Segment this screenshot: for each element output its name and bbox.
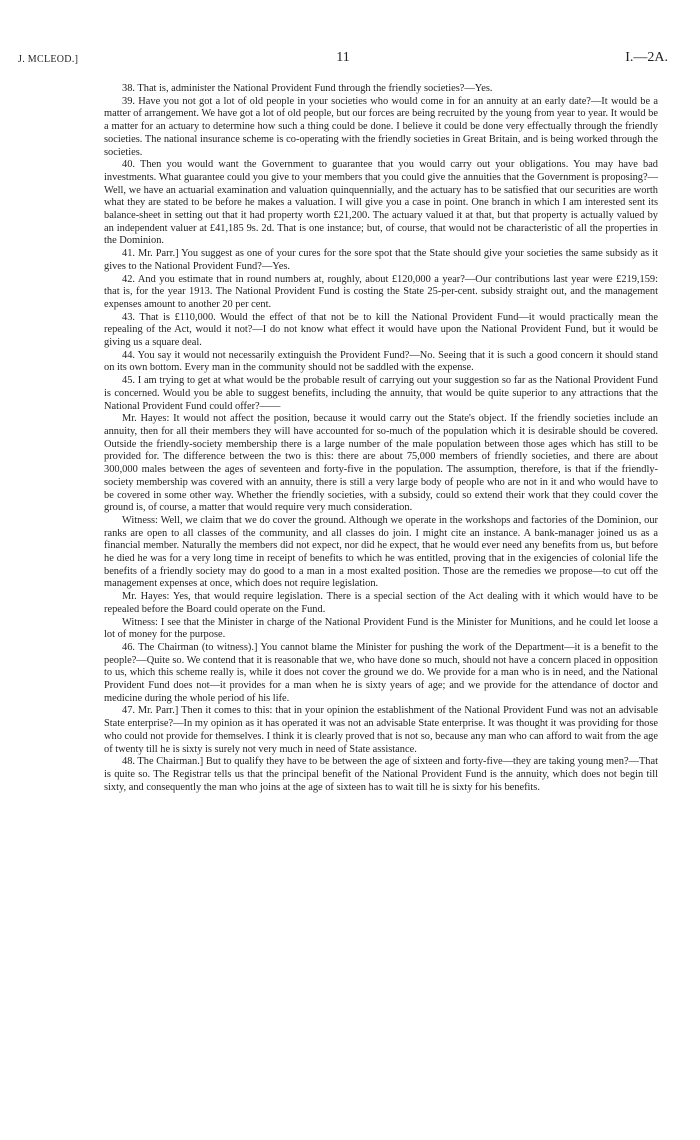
paragraph-hayes-2: Mr. Hayes: Yes, that would require legislation. There is a special section of the Act dealing with it which would have to be repealed before the Board could operate on the Fund. xyxy=(104,591,658,615)
document-reference: I.—2A. xyxy=(625,50,668,65)
paragraph-39: 39. Have you not got a lot of old people in your societies who would come in for an annuity at an early date?—It would be a matter of arrangement. We have got a lot of old people, but our forces are being recruited by the young from year to year. It would be a matter for an actuary to determine how such a thing could be done. I believe it could be done very effectually through the friendly societies. The national insurance scheme is co-operating with the friendly societies in Great Britain, and is being worked through the societies. xyxy=(104,95,658,158)
paragraph-witness-2: Witness: I see that the Minister in charge of the National Provident Fund is the Minister for Munitions, and he could let loose a lot of money for the purpose. xyxy=(104,616,658,641)
paragraph-47: 47. Mr. Parr.] Then it comes to this: that in your opinion the establishment of the National Provident Fund was not an advisable State enterprise?—In my opinion as it has operated it was not an advisable State enterprise. It was thought it was providing for those who could not provide for themselves. I think it is clearly proved that is not so, because any man who can afford to wait from the age of twenty till he is sixty is surely not very much in need of State assistance. xyxy=(104,705,658,755)
header-witness-name: J. MCLEOD.] xyxy=(18,54,79,65)
paragraph-46: 46. The Chairman (to witness).] You cannot blame the Minister for pushing the work of the Department—it is a benefit to the people?—Quite so. We contend that it is reasonable that we, who have done so much, should not have a concern placed in opposition to us, which this scheme really is, while it does not cover the ground we do. We provide for a man who is in need, and the National Provident Fund does not—it provides for a man when he is sixty years of age; and we provide for the attendance of doctor and medicine during the whole period of his life. xyxy=(104,641,658,704)
paragraph-40: 40. Then you would want the Government to guarantee that you would carry out your obligations. You may have bad investments. What guarantee could you give to your members that you could give the annuities that the Government is proposing?—Well, we have an actuarial examination and valuation quinquennially, and the actuary has to be satisfied that our securities are worth what they are stated to be before he makes a valuation. I will give you a case in point. One branch in which I am interested sent its balance-sheet in setting out that it had property worth £21,200. The actuary valued it at that, but that property is actually valued by an independent valuer at £41,185 9s. 2d. That is one instance; but, of course, that would not be characteristic of all the properties in the Dominion. xyxy=(104,159,658,247)
paragraph-48: 48. The Chairman.] But to qualify they have to be between the age of sixteen and forty-five—they are taking young men?—That is quite so. The Registrar tells us that the principal benefit of the National Provident Fund is the annuity, which does not begin till sixty, and consequently the man who joins at the age of sixteen has to wait till he is sixty for his benefits. xyxy=(104,756,658,793)
paragraph-38: 38. That is, administer the National Provident Fund through the friendly societies?—Yes. xyxy=(122,83,493,94)
paragraph-42: 42. And you estimate that in round numbers at, roughly, about £120,000 a year?—Our contributions last year were £219,159: that is, for the year 1913. The National Provident Fund is costing the State 25-per-cent. subsidy straight out, and the management expenses amount to another 20 per cent. xyxy=(104,273,658,310)
paragraph-witness-1: Witness: Well, we claim that we do cover the ground. Although we operate in the workshops and factories of the Dominion, our ranks are open to all classes of the community, and all classes do join. I might cite an instance. A bank-manager joined us as a financial member. Naturally the members did not expect, nor did he expect, that he would ever need any benefits from us, but before he died he was for a very long time in receipt of benefits to which he was entitled, proving that in the exigencies of colonial life the benefits of a friendly society may do good to a man in a most exalted position. Those are the remedies we propose—to cut off the management expenses at once, which does not require legislation. xyxy=(104,514,658,590)
paragraph-45: 45. I am trying to get at what would be the probable result of carrying out your suggestion so far as the National Provident Fund is concerned. Would you be able to suggest benefits, including the annuity, that would be quite superior to any attractions that the National Provident Fund could offer?—— xyxy=(104,375,658,412)
page-number: 11 xyxy=(336,50,350,65)
paragraph-43: 43. That is £110,000. Would the effect of that not be to kill the National Provident Fund—it would practically mean the repealing of the Act, would it not?—I do not know what effect it would have upon the National Provident Fund, but it would be giving us a square deal. xyxy=(104,311,658,349)
page-body xyxy=(104,83,658,794)
paragraph-44: 44. You say it would not necessarily extinguish the Provident Fund?—No. Seeing that it is such a good concern it should stand on its own bottom. Every man in the community should not be saddled with the expense. xyxy=(104,349,658,374)
paragraph-41: 41. Mr. Parr.] You suggest as one of your cures for the sore spot that the State should give your societies the same subsidy as it gives to the National Provident Fund?—Yes. xyxy=(104,248,658,272)
page-header xyxy=(18,52,668,72)
paragraph-hayes-1: Mr. Hayes: It would not affect the position, because it would carry out the State's object. If the friendly societies include an annuity, then for all their members they will have accounted for so-much of the population which it is desirable should be covered. Outside the friendly-society membership there is a large number of the male population between those ages which has still to be provided for. The difference between the two is this: there are about 75,000 members of friendly societies, and there are about 300,000 males between the ages of seventeen and forty-five in the population. The assumption, therefore, is that if the friendly-society membership was covered with an annuity, there is still a very large body of people who are not in it and who would have to be covered in some other way. Whether the friendly societies, with a subsidy, could so extend their work that they could cover the ground is, of course, a matter that would require very much consideration. xyxy=(104,413,658,514)
